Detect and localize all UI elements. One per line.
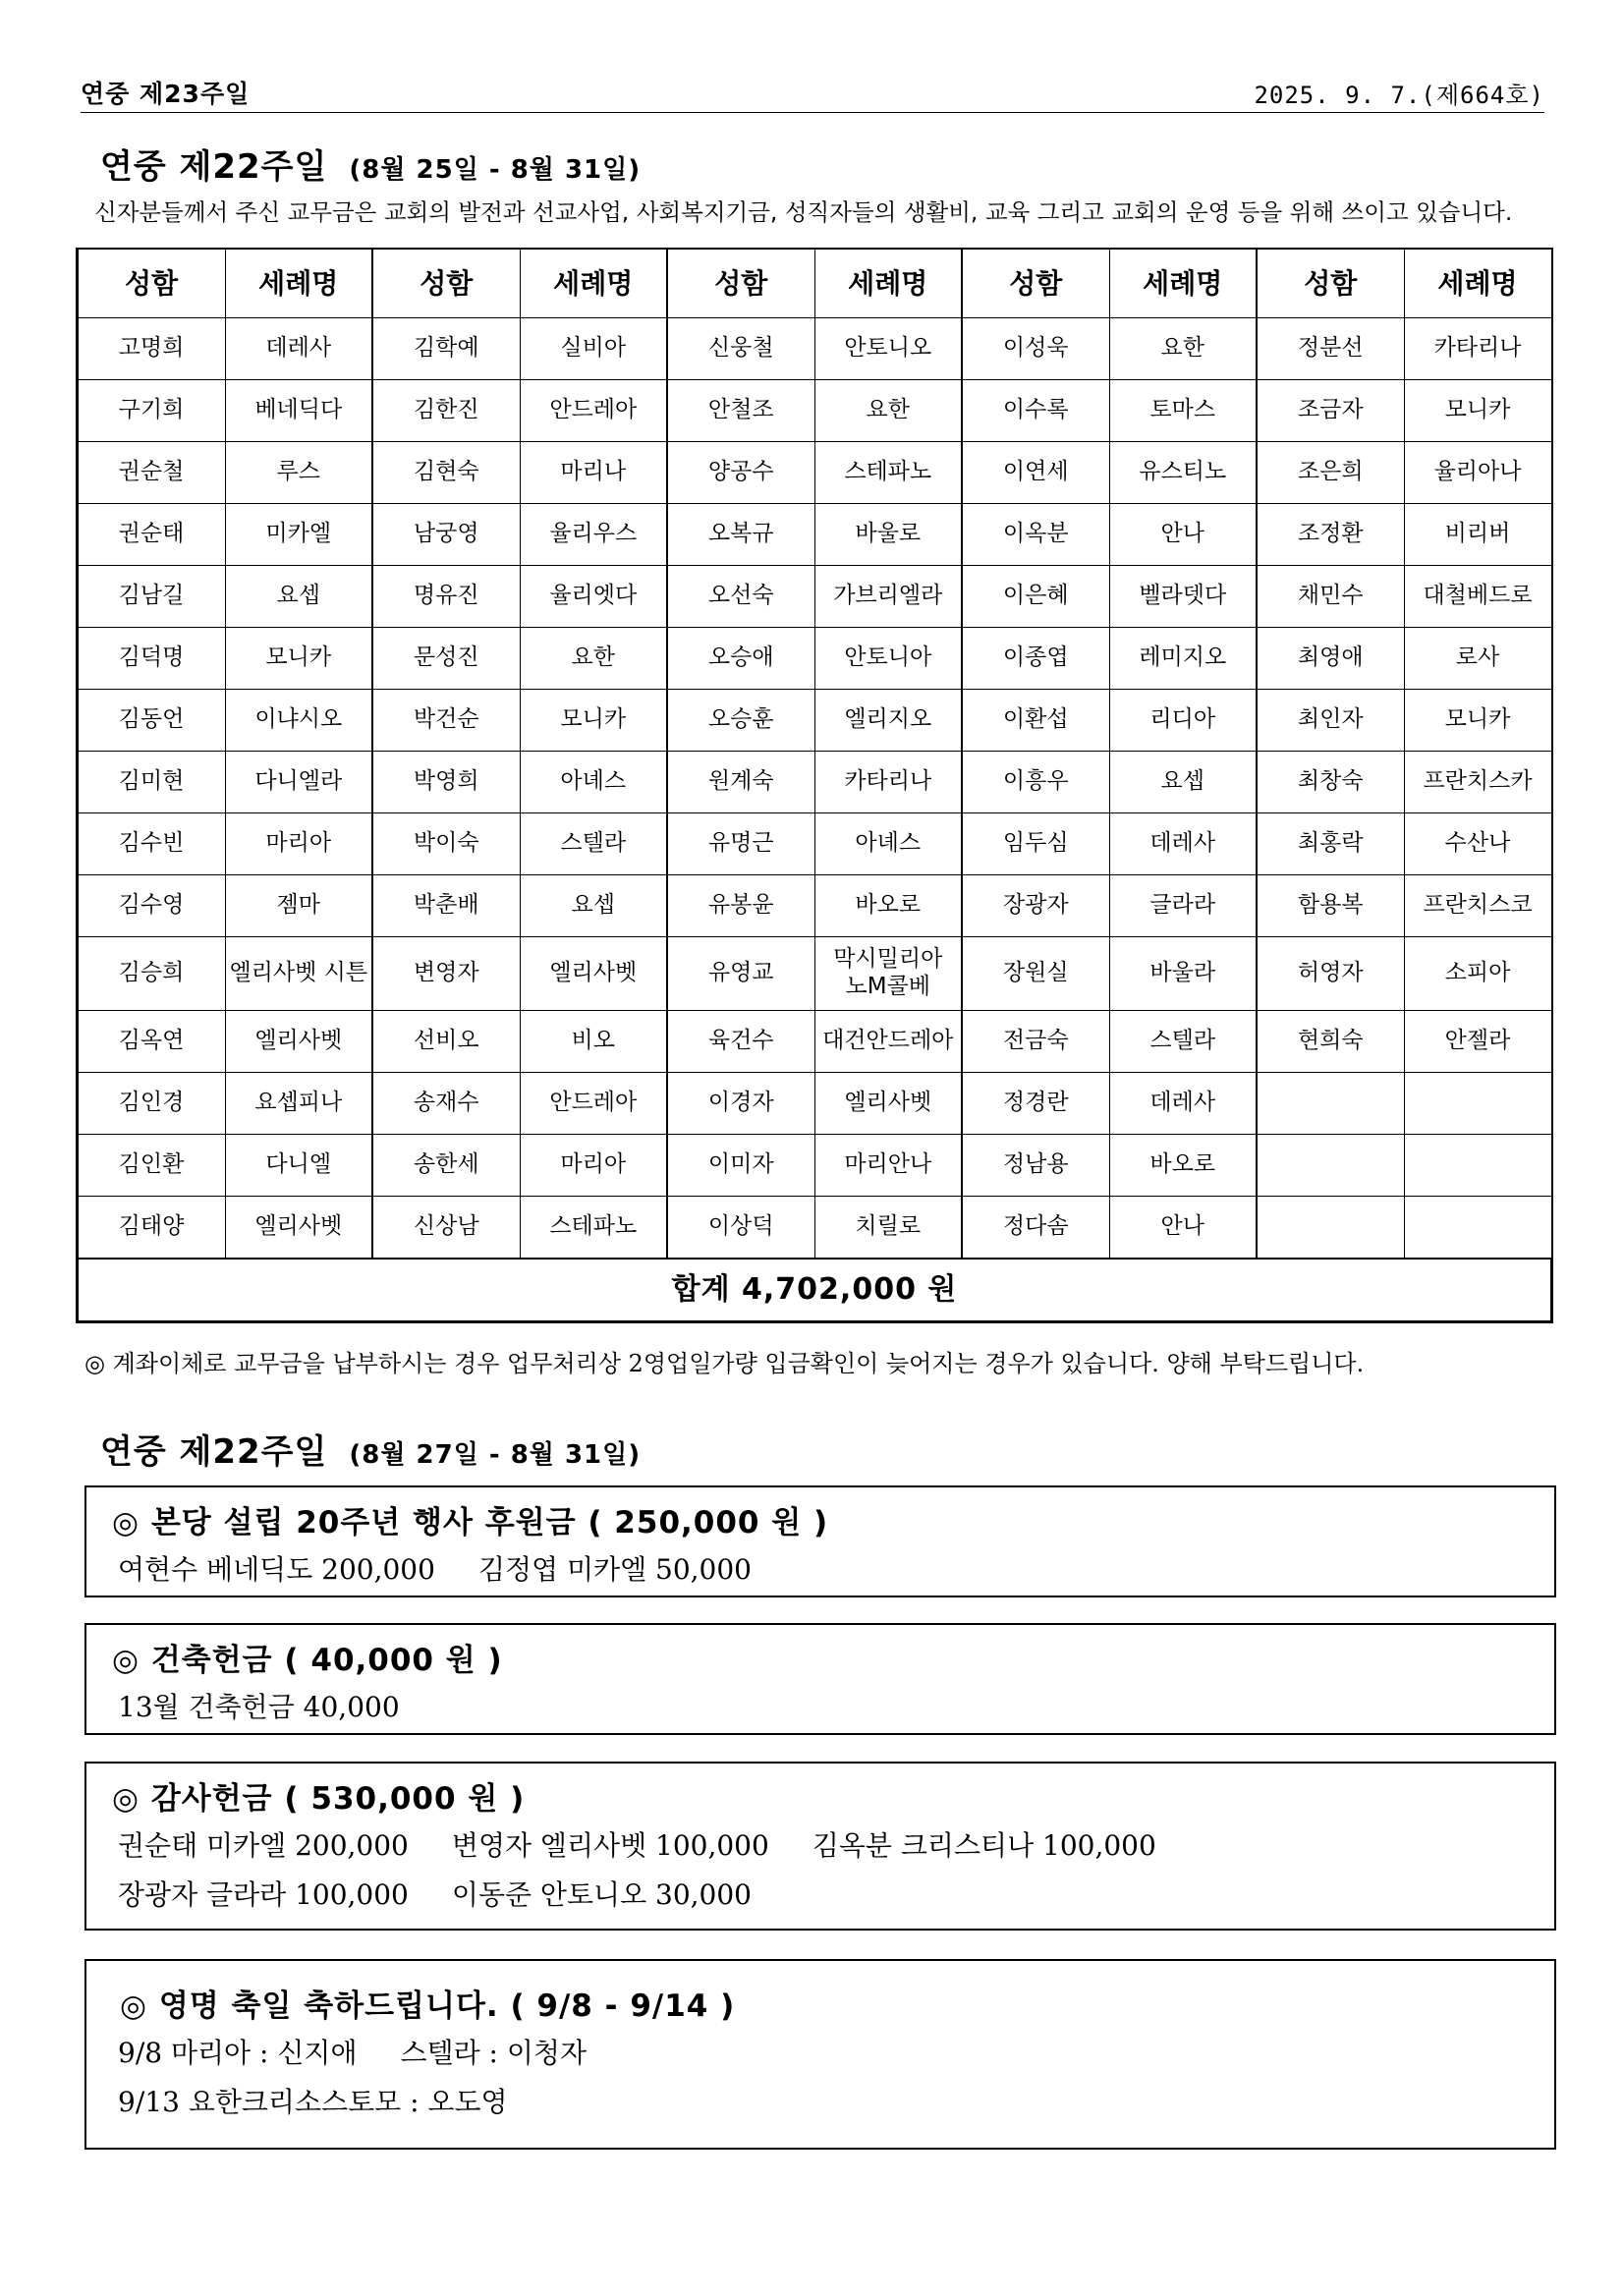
cell-name: 유명근 — [667, 813, 814, 875]
box-line — [112, 2078, 1529, 2127]
table-row — [78, 875, 1551, 937]
building-offering-box — [84, 1623, 1556, 1735]
cell-baptism-name: 안나 — [1109, 504, 1257, 566]
cell-baptism-name: 스텔라 — [520, 813, 667, 875]
table-row — [78, 1073, 1551, 1135]
cell-name: 오선숙 — [667, 566, 814, 628]
cell-name: 정경란 — [962, 1073, 1109, 1135]
cell-name: 신상남 — [372, 1197, 520, 1260]
cell-name: 이은혜 — [962, 566, 1109, 628]
column-header-baptism-name: 세례명 — [814, 250, 962, 318]
cell-name: 박이숙 — [372, 813, 520, 875]
contribution-entry: 변영자 엘리사벳 100,000 — [451, 1829, 769, 1862]
table-row — [78, 813, 1551, 875]
cell-name: 오복규 — [667, 504, 814, 566]
cell-baptism-name: 대건안드레아 — [814, 1011, 962, 1073]
cell-name: 조금자 — [1257, 380, 1404, 442]
cell-baptism-name: 카타리나 — [1404, 318, 1551, 380]
cell-name: 김수영 — [78, 875, 225, 937]
table-row — [78, 752, 1551, 813]
cell-baptism-name: 스텔라 — [1109, 1011, 1257, 1073]
cell-name: 최인자 — [1257, 690, 1404, 752]
cell-baptism-name: 안젤라 — [1404, 1011, 1551, 1073]
cell-name: 육건수 — [667, 1011, 814, 1073]
cell-baptism-name: 소피아 — [1404, 937, 1551, 1011]
cell-name: 김승희 — [78, 937, 225, 1011]
cell-baptism-name: 엘리사벳 시튼 — [225, 937, 372, 1011]
feast-day-box — [84, 1959, 1556, 2150]
cell-baptism-name: 율리엣다 — [520, 566, 667, 628]
total-row — [78, 1259, 1551, 1321]
cell-name: 김남길 — [78, 566, 225, 628]
cell-baptism-name: 프란치스코 — [1404, 875, 1551, 937]
cell-name: 정다솜 — [962, 1197, 1109, 1260]
cell-name: 김현숙 — [372, 442, 520, 504]
dues-table — [77, 249, 1552, 1322]
cell-name: 이옥분 — [962, 504, 1109, 566]
cell-baptism-name: 리디아 — [1109, 690, 1257, 752]
cell-name: 선비오 — [372, 1011, 520, 1073]
cell-name: 장광자 — [962, 875, 1109, 937]
contribution-entry: 9/13 요한크리소스토모 : 오도영 — [118, 2086, 508, 2118]
offering-range: (8월 27일 - 8월 31일) — [349, 1440, 642, 1470]
cell-name: 조정환 — [1257, 504, 1404, 566]
table-header-row — [78, 250, 1551, 318]
table-row — [78, 1011, 1551, 1073]
cell-name: 채민수 — [1257, 566, 1404, 628]
cell-name: 이성욱 — [962, 318, 1109, 380]
cell-baptism-name: 마리안나 — [814, 1135, 962, 1197]
cell-baptism-name: 벨라뎃다 — [1109, 566, 1257, 628]
contribution-entry: 13월 건축헌금 40,000 — [118, 1691, 400, 1723]
cell-name: 최창숙 — [1257, 752, 1404, 813]
table-row — [78, 442, 1551, 504]
cell-name: 김동언 — [78, 690, 225, 752]
cell-name: 정분선 — [1257, 318, 1404, 380]
cell-name: 이흥우 — [962, 752, 1109, 813]
cell-baptism-name: 안드레아 — [520, 380, 667, 442]
page-header — [81, 73, 1544, 113]
cell-baptism-name: 데레사 — [1109, 1073, 1257, 1135]
box-line — [112, 1683, 1529, 1732]
cell-name: 고명희 — [78, 318, 225, 380]
column-header-name: 성함 — [78, 250, 225, 318]
header-week: 연중 제23주일 — [81, 80, 251, 108]
cell-baptism-name: 치릴로 — [814, 1197, 962, 1260]
contribution-entry: 9/8 마리아 : 신지애 — [118, 2037, 358, 2069]
cell-baptism-name: 루스 — [225, 442, 372, 504]
cell-name: 안철조 — [667, 380, 814, 442]
cell-name: 김학예 — [372, 318, 520, 380]
cell-name: 오승애 — [667, 628, 814, 690]
cell-name: 김태양 — [78, 1197, 225, 1260]
cell-name: 전금숙 — [962, 1011, 1109, 1073]
contribution-entry: 이동준 안토니오 30,000 — [451, 1878, 753, 1911]
cell-name — [1257, 1073, 1404, 1135]
cell-baptism-name: 수산나 — [1404, 813, 1551, 875]
cell-name: 이상덕 — [667, 1197, 814, 1260]
cell-baptism-name: 다니엘라 — [225, 752, 372, 813]
table-row — [78, 318, 1551, 380]
cell-name: 권순태 — [78, 504, 225, 566]
cell-baptism-name: 가브리엘라 — [814, 566, 962, 628]
cell-baptism-name: 대철베드로 — [1404, 566, 1551, 628]
cell-baptism-name: 데레사 — [225, 318, 372, 380]
cell-baptism-name: 엘리사벳 — [225, 1011, 372, 1073]
cell-name — [1257, 1135, 1404, 1197]
box-title: ◎ 건축헌금 ( 40,000 원 ) — [112, 1643, 503, 1678]
box-line — [112, 1871, 1529, 1920]
box-line — [112, 2029, 1529, 2078]
cell-name: 원계숙 — [667, 752, 814, 813]
thanksgiving-offering-box — [84, 1762, 1556, 1931]
contribution-entry: 김옥분 크리스티나 100,000 — [812, 1829, 1156, 1862]
cell-baptism-name: 카타리나 — [814, 752, 962, 813]
cell-baptism-name: 율리우스 — [520, 504, 667, 566]
box-title: ◎ 감사헌금 ( 530,000 원 ) — [112, 1781, 526, 1817]
cell-name: 김옥연 — [78, 1011, 225, 1073]
cell-baptism-name: 비오 — [520, 1011, 667, 1073]
cell-name: 송재수 — [372, 1073, 520, 1135]
cell-name: 최홍락 — [1257, 813, 1404, 875]
cell-baptism-name: 엘리사벳 — [520, 937, 667, 1011]
cell-baptism-name: 로사 — [1404, 628, 1551, 690]
cell-name: 이환섭 — [962, 690, 1109, 752]
cell-baptism-name: 안토니오 — [814, 318, 962, 380]
column-header-name: 성함 — [667, 250, 814, 318]
cell-name: 박영희 — [372, 752, 520, 813]
cell-baptism-name: 바울라 — [1109, 937, 1257, 1011]
cell-name: 이미자 — [667, 1135, 814, 1197]
cell-baptism-name: 마리나 — [520, 442, 667, 504]
column-header-name: 성함 — [372, 250, 520, 318]
cell-name: 권순철 — [78, 442, 225, 504]
cell-name: 이수록 — [962, 380, 1109, 442]
cell-baptism-name: 요셉 — [225, 566, 372, 628]
cell-name: 유봉윤 — [667, 875, 814, 937]
cell-name: 허영자 — [1257, 937, 1404, 1011]
cell-baptism-name: 비리버 — [1404, 504, 1551, 566]
cell-baptism-name: 모니카 — [1404, 690, 1551, 752]
cell-name: 변영자 — [372, 937, 520, 1011]
cell-name: 양공수 — [667, 442, 814, 504]
column-header-baptism-name: 세례명 — [520, 250, 667, 318]
cell-name: 장원실 — [962, 937, 1109, 1011]
cell-name: 김한진 — [372, 380, 520, 442]
cell-name: 박건순 — [372, 690, 520, 752]
cell-name: 송한세 — [372, 1135, 520, 1197]
cell-name: 신웅철 — [667, 318, 814, 380]
dues-description: 신자분들께서 주신 교무금은 교회의 발전과 선교사업, 사회복지기금, 성직자들의 생활비, 교육 그리고 교회의 운영 등을 위해 쓰이고 있습니다. — [94, 198, 1513, 226]
box-title: ◎ 영명 축일 축하드립니다. ( 9/8 - 9/14 ) — [120, 1988, 736, 2024]
box-line — [112, 1545, 1529, 1595]
cell-baptism-name: 다니엘 — [225, 1135, 372, 1197]
table-row — [78, 566, 1551, 628]
header-date-issue: 2025. 9. 7.(제664호) — [1254, 81, 1544, 109]
cell-name: 문성진 — [372, 628, 520, 690]
table-row — [78, 380, 1551, 442]
box-title: ◎ 본당 설립 20주년 행사 후원금 ( 250,000 원 ) — [112, 1505, 829, 1540]
cell-baptism-name: 스테파노 — [520, 1197, 667, 1260]
cell-name: 조은희 — [1257, 442, 1404, 504]
cell-baptism-name: 데레사 — [1109, 813, 1257, 875]
cell-baptism-name: 모니카 — [1404, 380, 1551, 442]
cell-baptism-name: 스테파노 — [814, 442, 962, 504]
box-line — [112, 1821, 1529, 1871]
cell-baptism-name: 안토니아 — [814, 628, 962, 690]
cell-baptism-name: 엘리사벳 — [225, 1197, 372, 1260]
cell-baptism-name: 막시밀리아 노M콜베 — [814, 937, 962, 1011]
cell-name: 남궁영 — [372, 504, 520, 566]
table-row — [78, 1197, 1551, 1260]
cell-name: 김인환 — [78, 1135, 225, 1197]
anniversary-donation-box — [84, 1485, 1556, 1597]
contribution-entry: 장광자 글라라 100,000 — [118, 1878, 409, 1911]
cell-name: 김미현 — [78, 752, 225, 813]
cell-baptism-name: 엘리사벳 — [814, 1073, 962, 1135]
cell-baptism-name: 실비아 — [520, 318, 667, 380]
contribution-entry: 권순태 미카엘 200,000 — [118, 1829, 409, 1862]
cell-name: 김덕명 — [78, 628, 225, 690]
cell-baptism-name: 레미지오 — [1109, 628, 1257, 690]
cell-baptism-name: 프란치스카 — [1404, 752, 1551, 813]
table-row — [78, 690, 1551, 752]
total-amount: 합계 4,702,000 원 — [78, 1259, 1551, 1321]
cell-name: 이종엽 — [962, 628, 1109, 690]
cell-baptism-name: 율리아나 — [1404, 442, 1551, 504]
cell-baptism-name — [1404, 1073, 1551, 1135]
cell-baptism-name: 유스티노 — [1109, 442, 1257, 504]
cell-baptism-name: 요셉 — [1109, 752, 1257, 813]
cell-name: 구기희 — [78, 380, 225, 442]
dues-section-title — [100, 140, 641, 188]
cell-baptism-name: 아녜스 — [814, 813, 962, 875]
cell-name: 최영애 — [1257, 628, 1404, 690]
column-header-baptism-name: 세례명 — [225, 250, 372, 318]
cell-name: 명유진 — [372, 566, 520, 628]
cell-name: 이연세 — [962, 442, 1109, 504]
cell-baptism-name: 모니카 — [225, 628, 372, 690]
table-row — [78, 1135, 1551, 1197]
cell-name: 함용복 — [1257, 875, 1404, 937]
cell-name: 임두심 — [962, 813, 1109, 875]
table-row — [78, 628, 1551, 690]
column-header-baptism-name: 세례명 — [1404, 250, 1551, 318]
cell-baptism-name: 요셉 — [520, 875, 667, 937]
dues-title: 연중 제22주일 — [100, 147, 328, 187]
cell-name: 정남용 — [962, 1135, 1109, 1197]
cell-name: 김인경 — [78, 1073, 225, 1135]
contribution-entry: 여현수 베네딕도 200,000 — [118, 1553, 435, 1586]
cell-name: 유영교 — [667, 937, 814, 1011]
cell-baptism-name: 요셉피나 — [225, 1073, 372, 1135]
cell-baptism-name — [1404, 1135, 1551, 1197]
cell-baptism-name: 바울로 — [814, 504, 962, 566]
cell-baptism-name: 베네딕다 — [225, 380, 372, 442]
cell-baptism-name: 안드레아 — [520, 1073, 667, 1135]
contribution-entry: 김정엽 미카엘 50,000 — [477, 1553, 752, 1586]
cell-baptism-name: 엘리지오 — [814, 690, 962, 752]
dues-range: (8월 25일 - 8월 31일) — [349, 155, 642, 185]
cell-baptism-name: 요한 — [520, 628, 667, 690]
cell-baptism-name: 요한 — [1109, 318, 1257, 380]
cell-baptism-name: 바오로 — [814, 875, 962, 937]
offering-title: 연중 제22주일 — [100, 1432, 328, 1472]
cell-name: 김수빈 — [78, 813, 225, 875]
column-header-baptism-name: 세례명 — [1109, 250, 1257, 318]
cell-baptism-name: 요한 — [814, 380, 962, 442]
transfer-note: ◎ 계좌이체로 교무금을 납부하시는 경우 업무처리상 2영업일가량 입금확인이 늦어지는 경우가 있습니다. 양해 부탁드립니다. — [84, 1350, 1365, 1377]
cell-name: 현희숙 — [1257, 1011, 1404, 1073]
cell-name: 박춘배 — [372, 875, 520, 937]
cell-baptism-name: 아녜스 — [520, 752, 667, 813]
contribution-entry: 스텔라 : 이청자 — [400, 2037, 588, 2069]
cell-name: 이경자 — [667, 1073, 814, 1135]
column-header-name: 성함 — [1257, 250, 1404, 318]
column-header-name: 성함 — [962, 250, 1109, 318]
cell-baptism-name: 마리아 — [225, 813, 372, 875]
table-row — [78, 504, 1551, 566]
cell-baptism-name — [1404, 1197, 1551, 1260]
cell-baptism-name: 젬마 — [225, 875, 372, 937]
cell-baptism-name: 안나 — [1109, 1197, 1257, 1260]
cell-name: 오승훈 — [667, 690, 814, 752]
cell-baptism-name: 미카엘 — [225, 504, 372, 566]
cell-baptism-name: 모니카 — [520, 690, 667, 752]
cell-baptism-name: 이냐시오 — [225, 690, 372, 752]
offering-section-title — [100, 1425, 641, 1473]
cell-name — [1257, 1197, 1404, 1260]
cell-baptism-name: 토마스 — [1109, 380, 1257, 442]
cell-baptism-name: 글라라 — [1109, 875, 1257, 937]
cell-baptism-name: 바오로 — [1109, 1135, 1257, 1197]
table-row — [78, 937, 1551, 1011]
cell-baptism-name: 마리아 — [520, 1135, 667, 1197]
